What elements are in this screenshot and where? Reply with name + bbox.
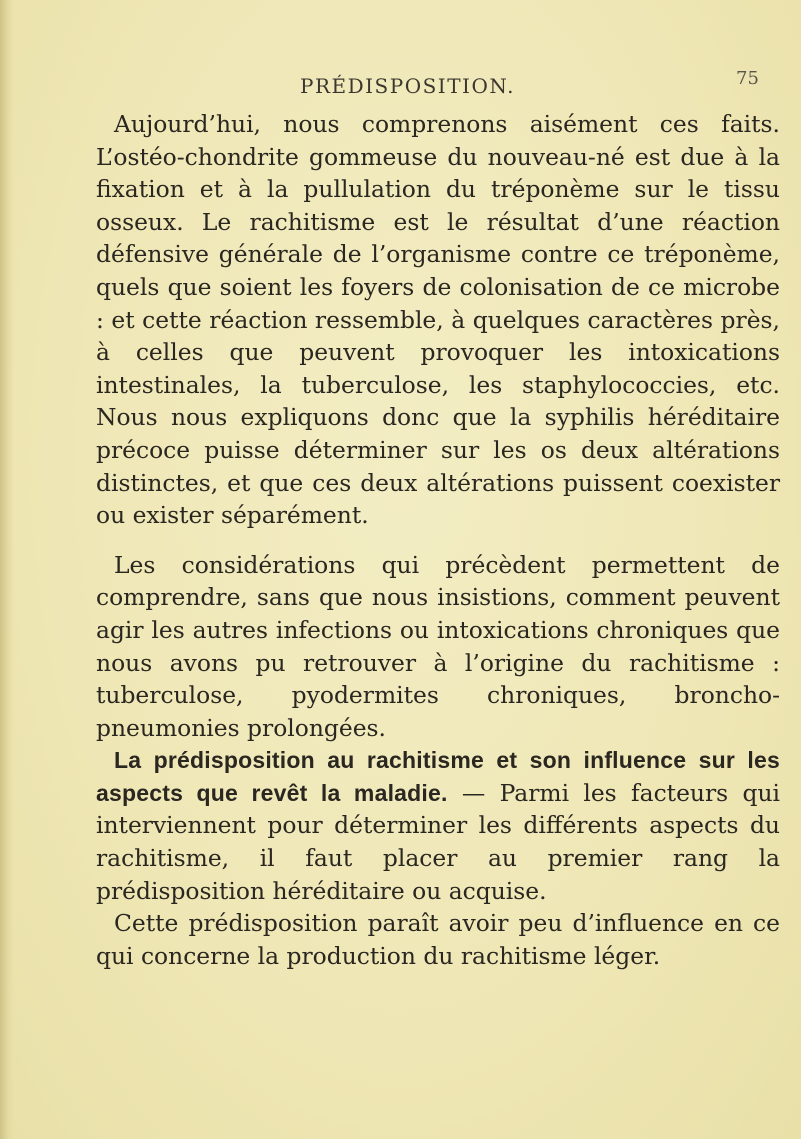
body-text [96, 108, 780, 972]
page-edge-shadow [0, 0, 14, 1139]
running-title: PRÉDISPOSITION. [300, 74, 515, 98]
paragraph-4: Cette prédisposition paraît avoir peu d’influence en ce qui concerne la production du rachitisme léger. [96, 909, 780, 970]
paragraph-1: Aujourd’hui, nous comprenons aisément ces faits. L’ostéo-chondrite gommeuse du nouveau-né est due à la fixation et à la pullulation du tréponème sur le tissu osseux. Le rachitisme est le résultat d’une réaction défensive générale de l’organisme contre ce tréponème, quels que soient les foyers de colonisation de ce microbe : et cette réaction ressemble, à quelques caractères près, à celles que peuvent provoquer les intoxications intestinales, la tuberculose, les staphylococcies, etc. Nous nous expliquons donc que la syphilis héréditaire précoce puisse déterminer sur les os deux altérations distinctes, et que ces deux altérations puissent coexister ou exister séparément. [96, 110, 780, 530]
section-heading: La prédisposition au rachitisme et son influence sur les aspects que revêt la maladie. [96, 747, 780, 806]
page-header [0, 68, 801, 104]
paragraph-3-text: — Parmi les facteurs qui interviennent pour déterminer les différents aspects du rachitisme, il faut placer au premier rang la prédisposition héréditaire ou acquise. [96, 778, 780, 905]
page-number: 75 [736, 68, 759, 89]
paragraph-3 [96, 744, 780, 907]
paragraph-2: Les considérations qui précèdent permettent de comprendre, sans que nous insistions, comment peuvent agir les autres infections ou intoxications chroniques que nous avons pu retrouver à l’origine du rachitisme : tuberculose, pyodermites chroniques, broncho-pneumonies prolongées. [96, 550, 780, 742]
